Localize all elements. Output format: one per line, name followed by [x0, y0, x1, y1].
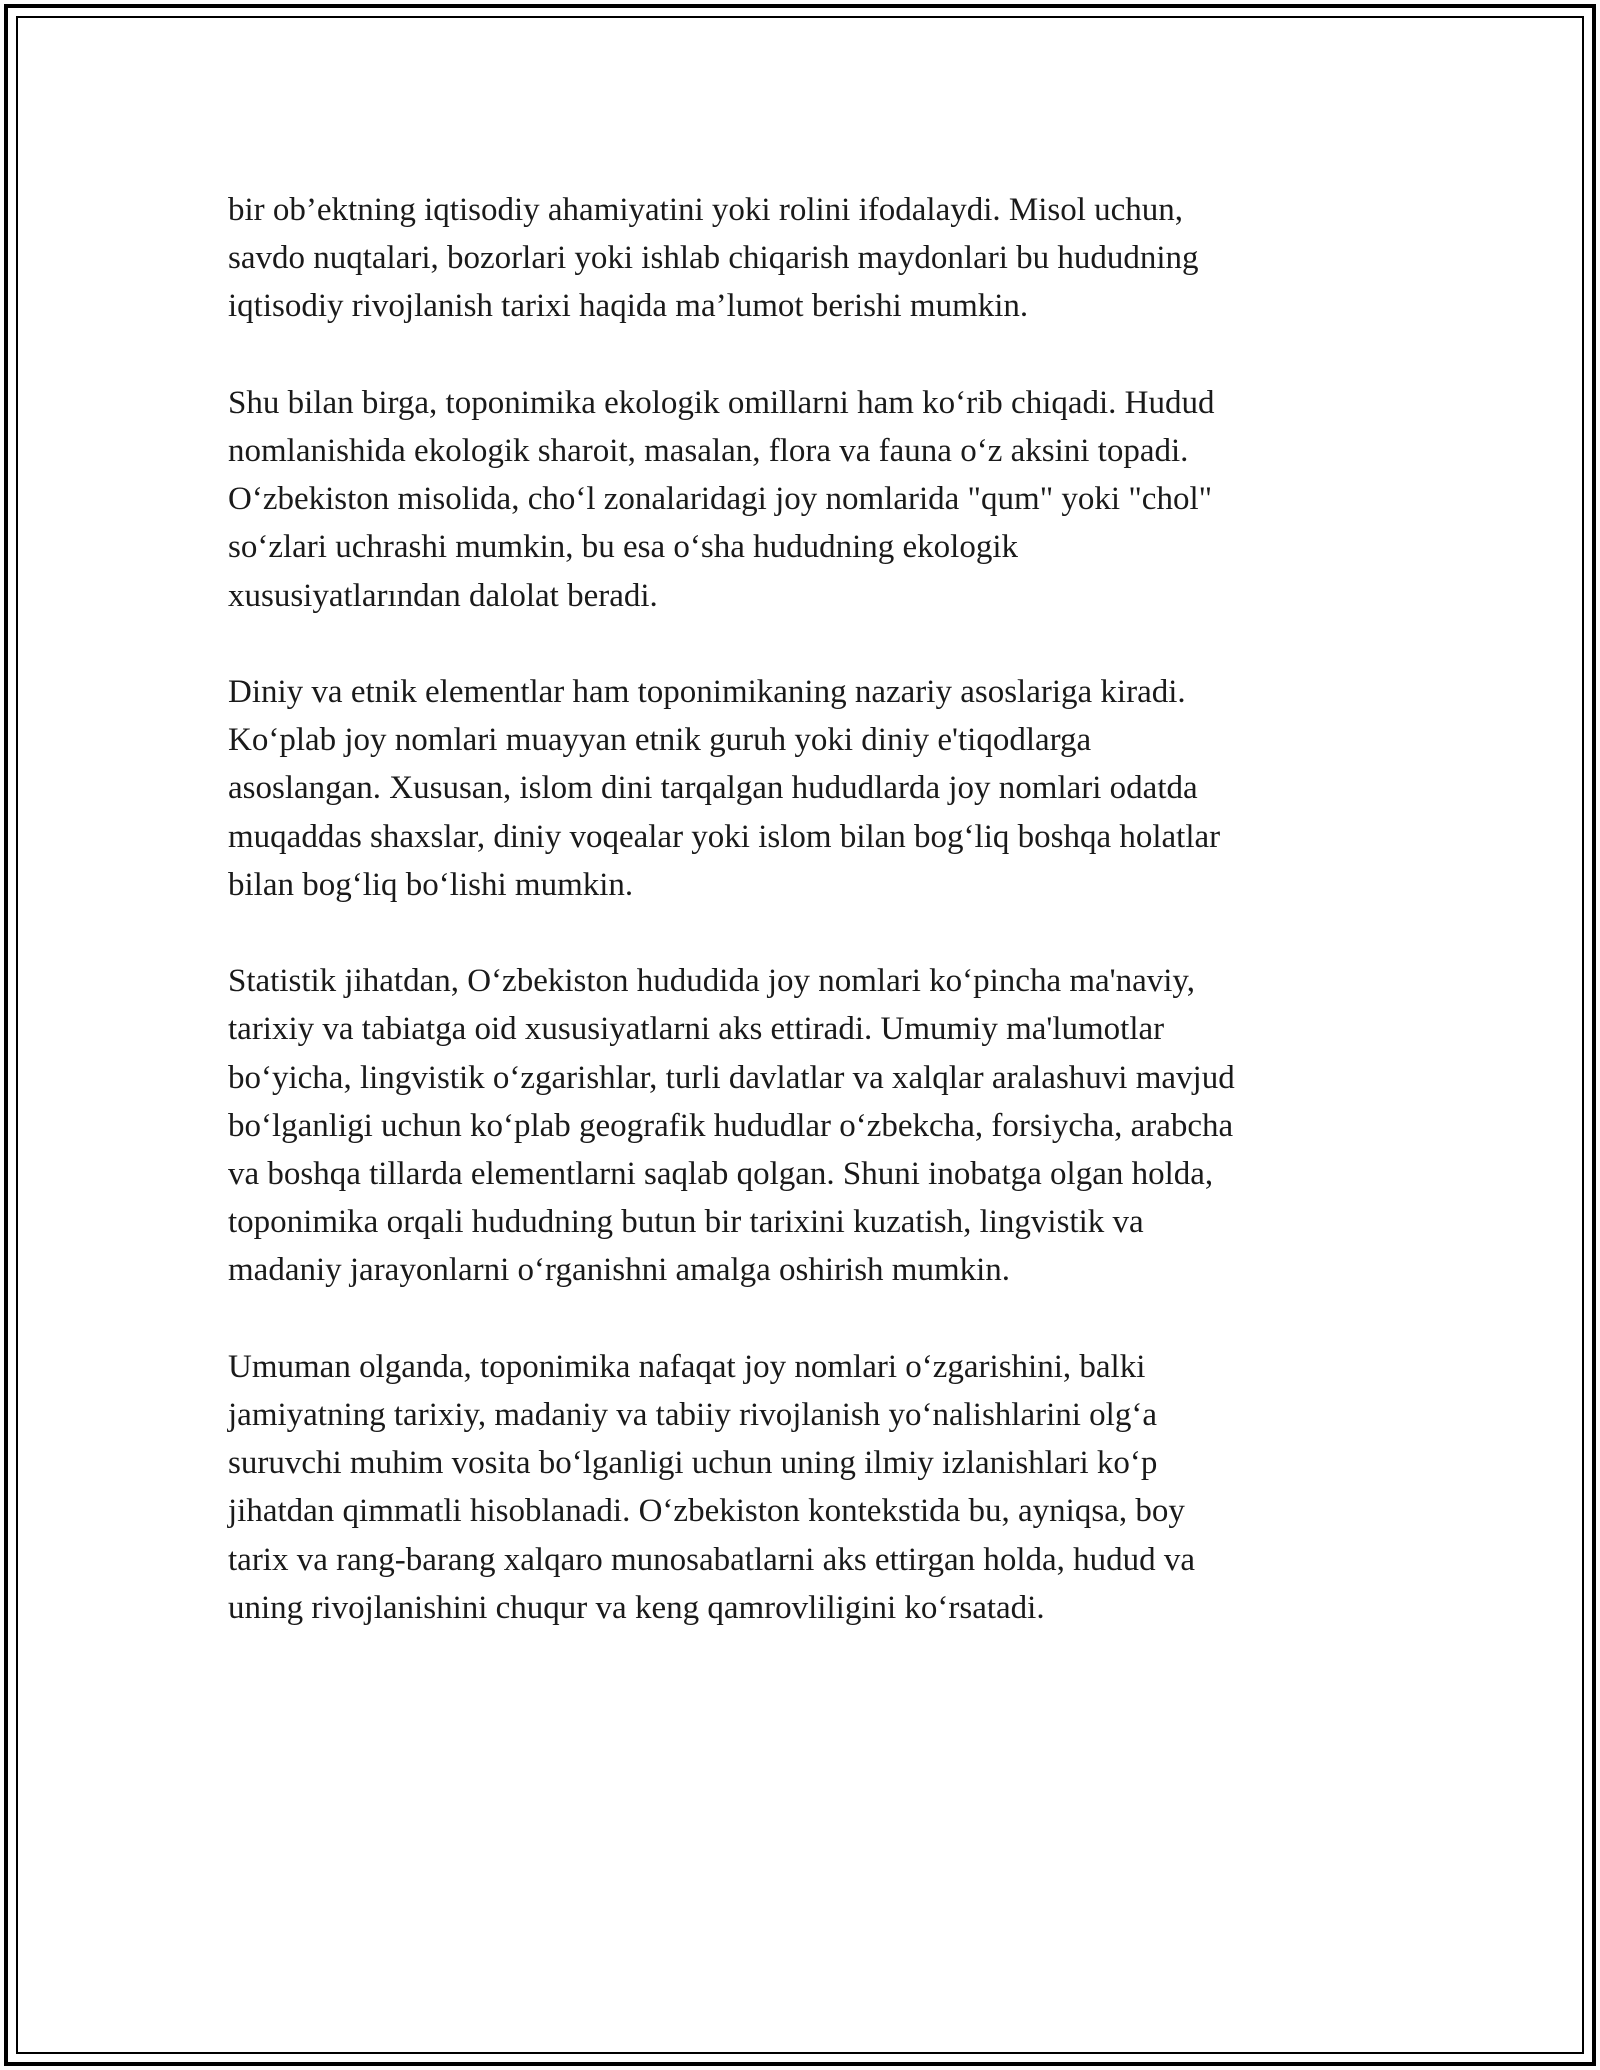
text-line: tarixiy va tabiatga oid xususiyatlarni aks ettiradi. Umumiy ma'lumotlar [228, 1011, 1165, 1048]
text-line: tarix va rang-barang xalqaro munosabatlarni aks ettirgan holda, hudud va [228, 1541, 1196, 1578]
text-line: suruvchi muhim vosita bo‘lganligi uchun uning ilmiy izlanishlari ko‘p [228, 1445, 1158, 1482]
paragraph [228, 957, 1388, 1294]
text-line: iqtisodiy rivojlanish tarixi haqida ma’lumot berishi mumkin. [228, 288, 1029, 325]
text-line: asoslangan. Xususan, islom dini tarqalgan hududlarda joy nomlari odatda [228, 770, 1198, 807]
text-line: jamiyatning tarixiy, madaniy va tabiiy rivojlanish yo‘nalishlarini olg‘a [228, 1397, 1157, 1434]
text-line: va boshqa tillarda elementlarni saqlab qolgan. Shuni inobatga olgan holda, [228, 1156, 1214, 1193]
text-line: bo‘lganligi uchun ko‘plab geografik hududlar o‘zbekcha, forsiycha, arabcha [228, 1107, 1234, 1144]
text-line: bo‘yicha, lingvistik o‘zgarishlar, turli davlatlar va xalqlar aralashuvi mavjud [228, 1059, 1235, 1096]
text-line: Diniy va etnik elementlar ham toponimikaning nazariy asoslariga kiradi. [228, 674, 1186, 710]
text-line: bilan bog‘liq bo‘lishi mumkin. [228, 866, 634, 903]
text-line: savdo nuqtalari, bozorlari yoki ishlab chiqarish maydonlari bu hududning [228, 240, 1199, 277]
text-line: nomlanishida ekologik sharoit, masalan, flora va fauna o‘z aksini topadi. [228, 433, 1189, 469]
text-line: uning rivojlanishini chuqur va keng qamrovliligini ko‘rsatadi. [228, 1589, 1045, 1626]
text-line: jihatdan qimmatli hisoblanadi. O‘zbekiston kontekstida bu, ayniqsa, boy [228, 1493, 1185, 1530]
text-line: madaniy jarayonlarni o‘rganishni amalga oshirish mumkin. [228, 1252, 1011, 1289]
text-line: Umuman olganda, toponimika nafaqat joy nomlari o‘zgarishini, balki [228, 1348, 1146, 1385]
text-line: O‘zbekiston misolida, cho‘l zonalaridagi joy nomlarida "qum" yoki "chol" [228, 481, 1213, 518]
text-line: Ko‘plab joy nomlari muayyan etnik guruh yoki diniy e'tiqodlarga [228, 722, 1092, 759]
text-line: so‘zlari uchrashi mumkin, bu esa o‘sha hududning ekologik [228, 529, 1019, 566]
document-body [228, 186, 1388, 1680]
paragraph [228, 668, 1388, 909]
paragraph [228, 186, 1388, 331]
text-line: toponimika orqali hududning butun bir tarixini kuzatish, lingvistik va [228, 1204, 1144, 1241]
paragraph [228, 379, 1388, 620]
text-line: Shu bilan birga, toponimika ekologik omillarni ham ko‘rib chiqadi. Hudud [228, 384, 1215, 421]
text-line: Statistik jihatdan, O‘zbekiston hududida joy nomlari ko‘pincha ma'naviy, [228, 963, 1196, 1000]
text-line: xususiyatlarından dalolat beradi. [228, 577, 658, 614]
text-line: bir ob’ektning iqtisodiy ahamiyatini yoki rolini ifodalaydi. Misol uchun, [228, 192, 1184, 228]
paragraph [228, 1343, 1388, 1632]
text-line: muqaddas shaxslar, diniy voqealar yoki islom bilan bog‘liq boshqa holatlar [228, 818, 1221, 855]
